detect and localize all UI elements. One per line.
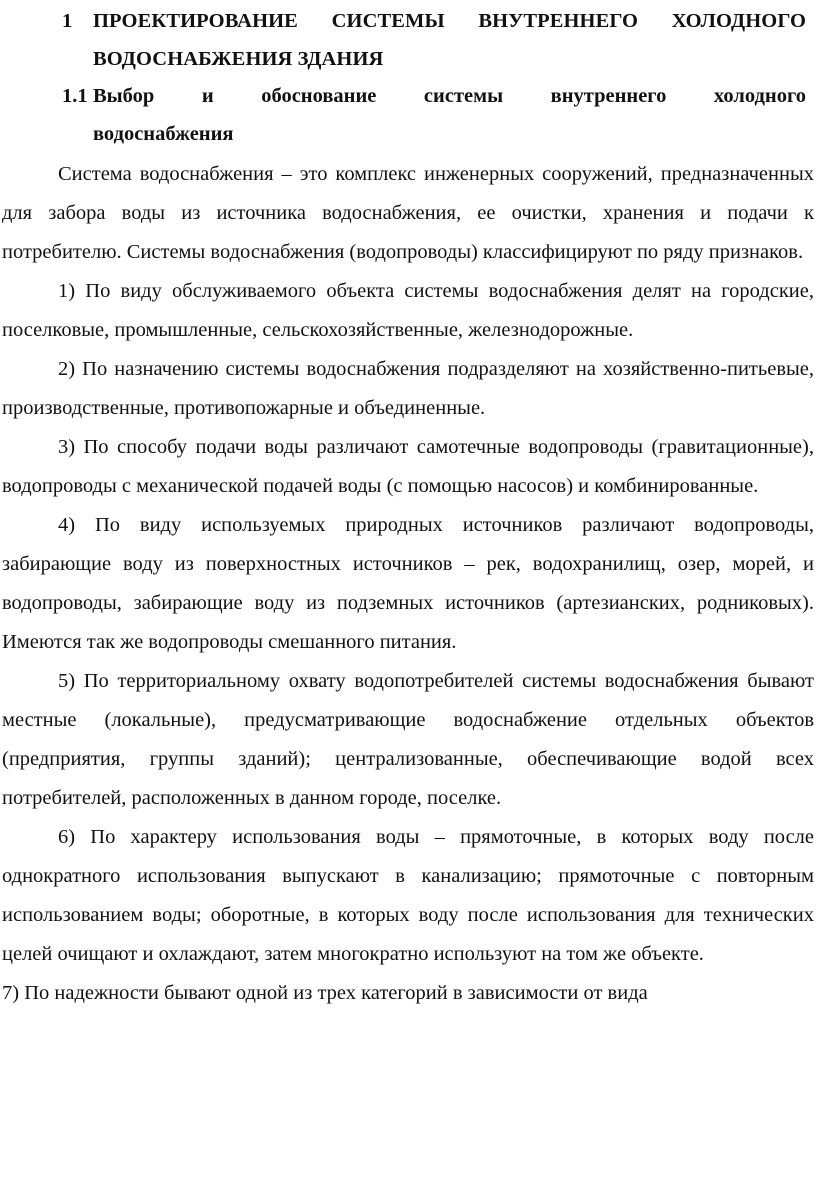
section-number: 1 [62,10,73,32]
paragraph-item-7: 7) По надежности бывают одной из трех категорий в зависимости от вида [2,982,648,1004]
paragraph-item-4: 4) По виду используемых природных источников различают водопроводы, забирающие воду из поверхностных источников – рек, водохранилищ, озер, морей, и водопроводы, забирающие воду из подземных источников (артезианских, родниковых). Имеются так же водопроводы смешанного питания. [2,514,814,653]
subsection-title-line2: водоснабжения [93,123,234,145]
paragraph-item-2: 2) По назначению системы водоснабжения подразделяют на хозяйственно-питьевые, производственные, противопожарные и объединенные. [2,358,814,419]
body-text [2,155,814,1013]
section-heading [62,2,816,82]
subsection-heading [62,77,816,157]
paragraph-item-1: 1) По виду обслуживаемого объекта системы водоснабжения делят на городские, поселковые, промышленные, сельскохозяйственные, железнодорожные. [2,280,814,341]
paragraph-item-3: 3) По способу подачи воды различают самотечные водопроводы (гравитационные), водопроводы с механической подачей воды (с помощью насосов) и комбинированные. [2,436,814,497]
paragraph-intro: Система водоснабжения – это комплекс инженерных сооружений, предназначенных для забора воды из источника водоснабжения, ее очистки, хранения и подачи к потребителю. Системы водоснабжения (водопроводы) классифицируют по ряду признаков. [2,163,814,263]
subsection-title [93,77,806,153]
subsection-title-line1: Выбор и обоснование системы внутреннего холодного [93,85,806,107]
paragraph-item-6: 6) По характеру использования воды – прямоточные, в которых воду после однократного использования выпускают в канализацию; прямоточные с повторным использованием воды; оборотные, в которых воду после использования для технических целей очищают и охлаждают, затем многократно используют на том же объекте. [2,826,814,965]
subsection-number: 1.1 [62,85,88,107]
paragraph-item-5: 5) По территориальному охвату водопотребителей системы водоснабжения бывают местные (локальные), предусматривающие водоснабжение отдельных объектов (предприятия, группы зданий); централизованные, обеспечивающие водой всех потребителей, расположенных в данном городе, поселке. [2,670,814,809]
section-title: ПРОЕКТИРОВАНИЕ СИСТЕМЫ ВНУТРЕННЕГО ХОЛОДНОГО ВОДОСНАБЖЕНИЯ ЗДАНИЯ [93,10,806,70]
